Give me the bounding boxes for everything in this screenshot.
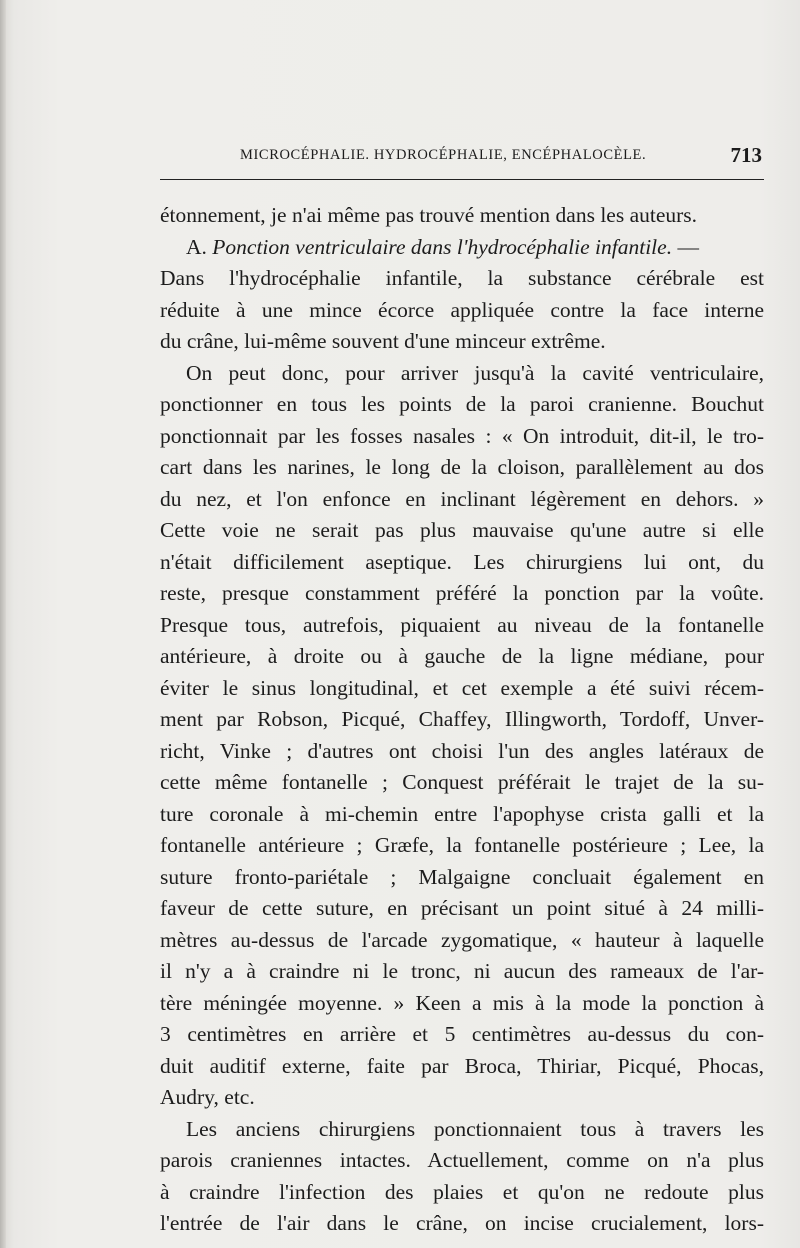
text-line: duit auditif externe, faite par Broca, Thiriar, Picqué, Phocas, [160,1053,764,1078]
text-line: On peut donc, pour arriver jusqu'à la cavité ventriculaire, [186,360,764,385]
text-line: éviter le sinus longitudinal, et cet exemple a été suivi récem- [160,675,764,700]
header-rule [160,179,764,180]
text-line: fontanelle antérieure ; Græfe, la fontanelle postérieure ; Lee, la [160,833,764,857]
text-line: Cette voie ne serait pas plus mauvaise qu'une autre si elle [160,518,764,542]
text-line: n'était difficilement aseptique. Les chirurgiens lui ont, du [160,549,764,574]
text-line: faveur de cette suture, en précisant un point situé à 24 milli- [160,896,764,920]
text-line: mètres au-dessus de l'arcade zygomatique, « hauteur à laquelle [160,927,764,952]
text-line: du crâne, lui-même souvent d'une minceur extrême. [160,329,606,353]
text-line: du nez, et l'on enfonce en inclinant légèrement en dehors. » [160,486,764,511]
text-line: reste, presque constamment préféré la ponction par la voûte. [160,581,764,605]
text-line: réduite à une mince écorce appliquée contre la face interne [160,297,764,322]
text-line: Les anciens chirurgiens ponctionnaient tous à travers les [186,1116,764,1141]
running-head: MICROCÉPHALIE. HYDROCÉPHALIE, ENCÉPHALOCÈLE. [240,147,647,163]
text-line: suture fronto-pariétale ; Malgaigne concluait également en [160,864,764,889]
page-number: 713 [730,143,762,167]
section-letter: A. [186,234,213,259]
text-line: Audry, etc. [160,1085,255,1109]
text-line: ture coronale à mi-chemin entre l'apophyse crista galli et la [160,801,764,826]
text-line: cart dans les narines, le long de la cloison, parallèlement au dos [160,455,764,479]
text-line: cette même fontanelle ; Conquest préférait le trajet de la su- [160,770,764,794]
text-line: 3 centimètres en arrière et 5 centimètres au-dessus du con- [160,1022,764,1046]
text-line: Presque tous, autrefois, piquaient au niveau de la fontanelle [160,612,764,637]
text-line: étonnement, je n'ai même pas trouvé mention dans les auteurs. [160,203,698,227]
text-line: il n'y a à craindre ni le tronc, ni aucun des rameaux de l'ar- [160,959,764,983]
text-line: à craindre l'infection des plaies et qu'on ne redoute plus [160,1179,764,1204]
text-line: antérieure, à droite ou à gauche de la ligne médiane, pour [160,644,764,668]
page-header [160,143,764,169]
section-title: Ponction ventriculaire dans l'hydrocéphalie infantile. [212,234,673,259]
text-line: richt, Vinke ; d'autres ont choisi l'un des angles latéraux de [160,738,764,763]
text-line: l'entrée de l'air dans le crâne, on incise crucialement, lors- [160,1211,764,1235]
page-spine-shadow [0,0,6,1248]
text-line: Dans l'hydrocéphalie infantile, la substance cérébrale est [160,266,764,290]
text-line: ponctionnait par les fosses nasales : « On introduit, dit-il, le tro- [160,423,764,448]
text-line: ponctionner en tous les points de la paroi cranienne. Bouchut [160,392,764,416]
text-line: ment par Robson, Picqué, Chaffey, Illingworth, Tordoff, Unver- [160,707,764,731]
text-line: tère méningée moyenne. » Keen a mis à la mode la ponction à [160,990,764,1015]
section-heading [160,232,764,264]
body-text [160,200,764,1240]
section-dash: — [672,234,699,259]
text-line: parois craniennes intactes. Actuellement, comme on n'a plus [160,1148,764,1172]
